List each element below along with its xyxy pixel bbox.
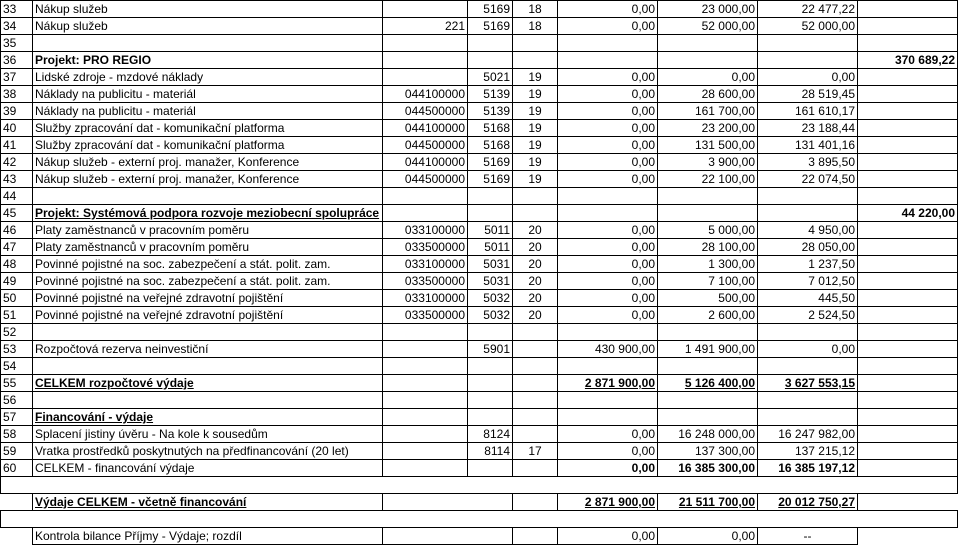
row-value-2: 16 248 000,00 (658, 426, 758, 443)
row-item: 5032 (468, 290, 513, 307)
row-item (468, 460, 513, 477)
row-value-1: 0,00 (558, 443, 658, 460)
row-org: 20 (513, 239, 558, 256)
row-label: Financování - výdaje (33, 409, 383, 426)
row-value-4 (858, 290, 958, 307)
row-value-4 (858, 392, 958, 409)
table-row (1, 154, 958, 171)
row-value-4 (858, 307, 958, 324)
row-item: 8114 (468, 443, 513, 460)
table-row (1, 409, 958, 426)
row-code (383, 392, 468, 409)
row-value-4 (858, 188, 958, 205)
row-org: 20 (513, 307, 558, 324)
row-org (513, 409, 558, 426)
row-item (468, 375, 513, 392)
row-value-2: 52 000,00 (658, 18, 758, 35)
row-value-2: 131 500,00 (658, 137, 758, 154)
row-label: CELKEM - financování výdaje (33, 460, 383, 477)
row-value-4 (858, 256, 958, 273)
summary-section (1, 477, 958, 545)
row-org (513, 188, 558, 205)
row-value-1: 430 900,00 (558, 341, 658, 358)
row-code: 033100000 (383, 222, 468, 239)
row-value-2: 7 100,00 (658, 273, 758, 290)
row-value-2: 28 600,00 (658, 86, 758, 103)
row-value-3: 28 050,00 (758, 239, 858, 256)
row-value-2: 2 600,00 (658, 307, 758, 324)
row-label: Projekt: PRO REGIO (33, 52, 383, 69)
table-row (1, 120, 958, 137)
row-item: 5021 (468, 69, 513, 86)
row-code (383, 52, 468, 69)
row-number: 34 (1, 18, 33, 35)
row-label: Nákup služeb - externí proj. manažer, Konference (33, 171, 383, 188)
row-org (513, 35, 558, 52)
row-value-1 (558, 52, 658, 69)
row-value-3 (758, 52, 858, 69)
row-value-1 (558, 409, 658, 426)
row-value-4 (858, 18, 958, 35)
row-org: 19 (513, 154, 558, 171)
row-code: 033500000 (383, 239, 468, 256)
row-value-2 (658, 35, 758, 52)
table-row (1, 137, 958, 154)
table-row (1, 392, 958, 409)
row-org (513, 358, 558, 375)
row-code: 033100000 (383, 256, 468, 273)
row-label: CELKEM rozpočtové výdaje (33, 375, 383, 392)
row-org: 17 (513, 443, 558, 460)
row-item (468, 188, 513, 205)
row-code (383, 35, 468, 52)
row-value-1: 0,00 (558, 239, 658, 256)
table-row (1, 426, 958, 443)
row-org (513, 52, 558, 69)
row-value-2 (658, 392, 758, 409)
row-code (383, 205, 468, 222)
row-item (468, 52, 513, 69)
row-value-3: 2 524,50 (758, 307, 858, 324)
row-item: 5168 (468, 120, 513, 137)
table-row (1, 18, 958, 35)
table-row (1, 86, 958, 103)
row-item: 8124 (468, 426, 513, 443)
table-row (1, 239, 958, 256)
row-value-2: 28 100,00 (658, 239, 758, 256)
row-value-4 (858, 1, 958, 18)
row-item: 5011 (468, 222, 513, 239)
row-value-3: 3 627 553,15 (758, 375, 858, 392)
table-row (1, 205, 958, 222)
row-item: 5169 (468, 154, 513, 171)
row-label: Projekt: Systémová podpora rozvoje meziobecní spolupráce (33, 205, 383, 222)
row-value-3: 131 401,16 (758, 137, 858, 154)
row-value-4 (858, 409, 958, 426)
row-value-1 (558, 324, 658, 341)
row-item (468, 205, 513, 222)
row-value-4 (858, 154, 958, 171)
row-value-3 (758, 205, 858, 222)
row-value-4 (858, 426, 958, 443)
row-code (383, 460, 468, 477)
row-value-3 (758, 358, 858, 375)
row-org: 19 (513, 86, 558, 103)
table-row (1, 35, 958, 52)
row-value-2: 1 300,00 (658, 256, 758, 273)
row-value-1: 0,00 (558, 1, 658, 18)
row-label: Rozpočtová rezerva neinvestiční (33, 341, 383, 358)
row-item (468, 324, 513, 341)
row-value-1 (558, 35, 658, 52)
row-label: Splacení jistiny úvěru - Na kole k sousedům (33, 426, 383, 443)
row-label: Povinné pojistné na veřejné zdravotní pojištění (33, 290, 383, 307)
row-number: 48 (1, 256, 33, 273)
row-value-2: 0,00 (658, 69, 758, 86)
spacer-row (1, 511, 958, 528)
row-value-1: 0,00 (558, 69, 658, 86)
row-value-2 (658, 52, 758, 69)
row-value-3: 7 012,50 (758, 273, 858, 290)
row-label: Povinné pojistné na soc. zabezpečení a stát. polit. zam. (33, 256, 383, 273)
row-code (383, 324, 468, 341)
row-org: 20 (513, 273, 558, 290)
row-code (383, 69, 468, 86)
row-value-4 (858, 120, 958, 137)
row-org: 18 (513, 18, 558, 35)
row-value-4 (858, 239, 958, 256)
row-value-1: 0,00 (558, 137, 658, 154)
row-code: 044100000 (383, 154, 468, 171)
row-org: 19 (513, 137, 558, 154)
row-value-1: 0,00 (558, 103, 658, 120)
row-number: 44 (1, 188, 33, 205)
row-value-1: 0,00 (558, 290, 658, 307)
row-number: 59 (1, 443, 33, 460)
row-value-1: 0,00 (558, 120, 658, 137)
row-item (468, 409, 513, 426)
row-label (33, 35, 383, 52)
row-value-1: 0,00 (558, 426, 658, 443)
row-label: Nákup služeb (33, 18, 383, 35)
row-value-3 (758, 392, 858, 409)
row-label: Povinné pojistné na soc. zabezpečení a stát. polit. zam. (33, 273, 383, 290)
row-value-3: 4 950,00 (758, 222, 858, 239)
row-value-4 (858, 137, 958, 154)
row-value-3: 161 610,17 (758, 103, 858, 120)
table-row (1, 290, 958, 307)
row-value-1: 0,00 (558, 460, 658, 477)
table-row (1, 375, 958, 392)
row-code: 044500000 (383, 103, 468, 120)
row-code: 033100000 (383, 290, 468, 307)
summary-check-c5: 0,00 (658, 528, 758, 545)
row-number: 36 (1, 52, 33, 69)
row-value-3 (758, 188, 858, 205)
row-number: 51 (1, 307, 33, 324)
row-number: 41 (1, 137, 33, 154)
row-value-3 (758, 35, 858, 52)
row-value-1: 0,00 (558, 307, 658, 324)
row-label: Vratka prostředků poskytnutých na předfinancování (20 let) (33, 443, 383, 460)
row-code (383, 341, 468, 358)
row-org: 20 (513, 256, 558, 273)
summary-total-c6: 20 012 750,27 (758, 494, 858, 511)
row-number: 40 (1, 120, 33, 137)
row-code (383, 375, 468, 392)
row-value-1 (558, 188, 658, 205)
row-item: 5031 (468, 256, 513, 273)
row-value-4 (858, 171, 958, 188)
row-item: 5031 (468, 273, 513, 290)
row-value-4 (858, 375, 958, 392)
row-value-2: 16 385 300,00 (658, 460, 758, 477)
table-row (1, 324, 958, 341)
row-number: 46 (1, 222, 33, 239)
row-item: 5011 (468, 239, 513, 256)
row-label: Náklady na publicitu - materiál (33, 86, 383, 103)
table-row (1, 222, 958, 239)
row-value-2: 3 900,00 (658, 154, 758, 171)
summary-check-row (1, 528, 958, 545)
row-number: 50 (1, 290, 33, 307)
row-org (513, 375, 558, 392)
row-code: 044100000 (383, 86, 468, 103)
row-label: Náklady na publicitu - materiál (33, 103, 383, 120)
table-row (1, 171, 958, 188)
row-value-4 (858, 69, 958, 86)
row-label: Služby zpracování dat - komunikační platforma (33, 120, 383, 137)
row-value-3: 23 188,44 (758, 120, 858, 137)
table-row (1, 307, 958, 324)
row-org: 18 (513, 1, 558, 18)
row-number: 39 (1, 103, 33, 120)
table-row (1, 1, 958, 18)
row-value-3: 22 074,50 (758, 171, 858, 188)
row-value-3: 0,00 (758, 341, 858, 358)
row-number: 53 (1, 341, 33, 358)
row-value-3: 137 215,12 (758, 443, 858, 460)
table-body (1, 1, 958, 477)
table-row (1, 103, 958, 120)
row-value-1: 0,00 (558, 154, 658, 171)
row-number: 37 (1, 69, 33, 86)
table-row (1, 273, 958, 290)
row-number: 52 (1, 324, 33, 341)
row-number: 45 (1, 205, 33, 222)
row-label: Lidské zdroje - mzdové náklady (33, 69, 383, 86)
row-value-2: 5 126 400,00 (658, 375, 758, 392)
row-number: 60 (1, 460, 33, 477)
row-item: 5169 (468, 18, 513, 35)
table-row (1, 52, 958, 69)
table-row (1, 69, 958, 86)
row-item (468, 392, 513, 409)
row-code: 033500000 (383, 273, 468, 290)
row-code: 033500000 (383, 307, 468, 324)
row-value-1: 0,00 (558, 222, 658, 239)
row-value-4 (858, 460, 958, 477)
row-item: 5169 (468, 171, 513, 188)
row-value-2: 5 000,00 (658, 222, 758, 239)
row-item: 5169 (468, 1, 513, 18)
row-value-1 (558, 392, 658, 409)
row-value-3: 3 895,50 (758, 154, 858, 171)
row-value-4 (858, 341, 958, 358)
row-label (33, 188, 383, 205)
table-row (1, 188, 958, 205)
row-label (33, 324, 383, 341)
row-value-3 (758, 409, 858, 426)
row-item: 5168 (468, 137, 513, 154)
row-item: 5032 (468, 307, 513, 324)
row-org: 19 (513, 69, 558, 86)
row-value-4 (858, 222, 958, 239)
row-value-1: 0,00 (558, 86, 658, 103)
row-item: 5139 (468, 86, 513, 103)
row-value-2: 500,00 (658, 290, 758, 307)
row-number: 55 (1, 375, 33, 392)
row-org: 19 (513, 120, 558, 137)
row-item (468, 358, 513, 375)
row-org: 20 (513, 222, 558, 239)
row-value-2 (658, 188, 758, 205)
row-code (383, 443, 468, 460)
row-value-1 (558, 358, 658, 375)
row-value-4 (858, 35, 958, 52)
row-value-2 (658, 205, 758, 222)
row-value-3: 445,50 (758, 290, 858, 307)
row-code: 221 (383, 18, 468, 35)
row-value-3: 52 000,00 (758, 18, 858, 35)
row-item: 5901 (468, 341, 513, 358)
row-value-4 (858, 443, 958, 460)
row-value-3: 28 519,45 (758, 86, 858, 103)
row-value-1: 2 871 900,00 (558, 375, 658, 392)
row-label: Služby zpracování dat - komunikační platforma (33, 137, 383, 154)
row-org (513, 324, 558, 341)
row-value-2: 22 100,00 (658, 171, 758, 188)
row-value-1: 0,00 (558, 18, 658, 35)
summary-check-label: Kontrola bilance Příjmy - Výdaje; rozdíl (33, 528, 383, 545)
table-row (1, 358, 958, 375)
row-code (383, 409, 468, 426)
row-value-4 (858, 86, 958, 103)
row-number: 33 (1, 1, 33, 18)
row-number: 58 (1, 426, 33, 443)
row-item (468, 35, 513, 52)
row-number: 57 (1, 409, 33, 426)
row-value-3: 22 477,22 (758, 1, 858, 18)
row-value-2: 161 700,00 (658, 103, 758, 120)
table-row (1, 256, 958, 273)
row-org (513, 460, 558, 477)
summary-total-c5: 21 511 700,00 (658, 494, 758, 511)
row-value-1 (558, 205, 658, 222)
row-org (513, 392, 558, 409)
row-org (513, 426, 558, 443)
row-number: 38 (1, 86, 33, 103)
row-code (383, 188, 468, 205)
summary-total-label: Výdaje CELKEM - včetně financování (33, 494, 383, 511)
row-value-3: 1 237,50 (758, 256, 858, 273)
table-row (1, 443, 958, 460)
row-value-2 (658, 324, 758, 341)
row-label: Nákup služeb - externí proj. manažer, Konference (33, 154, 383, 171)
row-org: 19 (513, 171, 558, 188)
summary-total-c4: 2 871 900,00 (558, 494, 658, 511)
table-row (1, 460, 958, 477)
row-label (33, 392, 383, 409)
row-org: 19 (513, 103, 558, 120)
table-row (1, 341, 958, 358)
summary-total-row (1, 494, 958, 511)
summary-check-c6: -- (758, 528, 858, 545)
row-value-1: 0,00 (558, 256, 658, 273)
row-code (383, 1, 468, 18)
row-value-4: 370 689,22 (858, 52, 958, 69)
summary-check-c4: 0,00 (558, 528, 658, 545)
row-value-2: 1 491 900,00 (658, 341, 758, 358)
row-value-2 (658, 409, 758, 426)
row-value-4 (858, 324, 958, 341)
row-label: Platy zaměstnanců v pracovním poměru (33, 222, 383, 239)
row-org: 20 (513, 290, 558, 307)
row-value-4 (858, 103, 958, 120)
row-label: Platy zaměstnanců v pracovním poměru (33, 239, 383, 256)
row-number: 43 (1, 171, 33, 188)
row-label: Nákup služeb (33, 1, 383, 18)
row-value-4 (858, 358, 958, 375)
row-value-3 (758, 324, 858, 341)
row-label: Povinné pojistné na veřejné zdravotní pojištění (33, 307, 383, 324)
row-value-3: 16 247 982,00 (758, 426, 858, 443)
row-code (383, 358, 468, 375)
row-number: 47 (1, 239, 33, 256)
row-code: 044500000 (383, 137, 468, 154)
row-org (513, 341, 558, 358)
row-value-2: 137 300,00 (658, 443, 758, 460)
row-value-2: 23 000,00 (658, 1, 758, 18)
row-value-4 (858, 273, 958, 290)
row-value-2: 23 200,00 (658, 120, 758, 137)
row-number: 56 (1, 392, 33, 409)
row-value-1: 0,00 (558, 273, 658, 290)
row-value-2 (658, 358, 758, 375)
row-number: 49 (1, 273, 33, 290)
row-number: 54 (1, 358, 33, 375)
row-label (33, 358, 383, 375)
row-code (383, 426, 468, 443)
spacer-row (1, 477, 958, 494)
row-code: 044100000 (383, 120, 468, 137)
row-org (513, 205, 558, 222)
row-code: 044500000 (383, 171, 468, 188)
row-value-3: 0,00 (758, 69, 858, 86)
row-value-1: 0,00 (558, 171, 658, 188)
row-value-4: 44 220,00 (858, 205, 958, 222)
row-number: 42 (1, 154, 33, 171)
row-item: 5139 (468, 103, 513, 120)
row-number: 35 (1, 35, 33, 52)
row-value-3: 16 385 197,12 (758, 460, 858, 477)
